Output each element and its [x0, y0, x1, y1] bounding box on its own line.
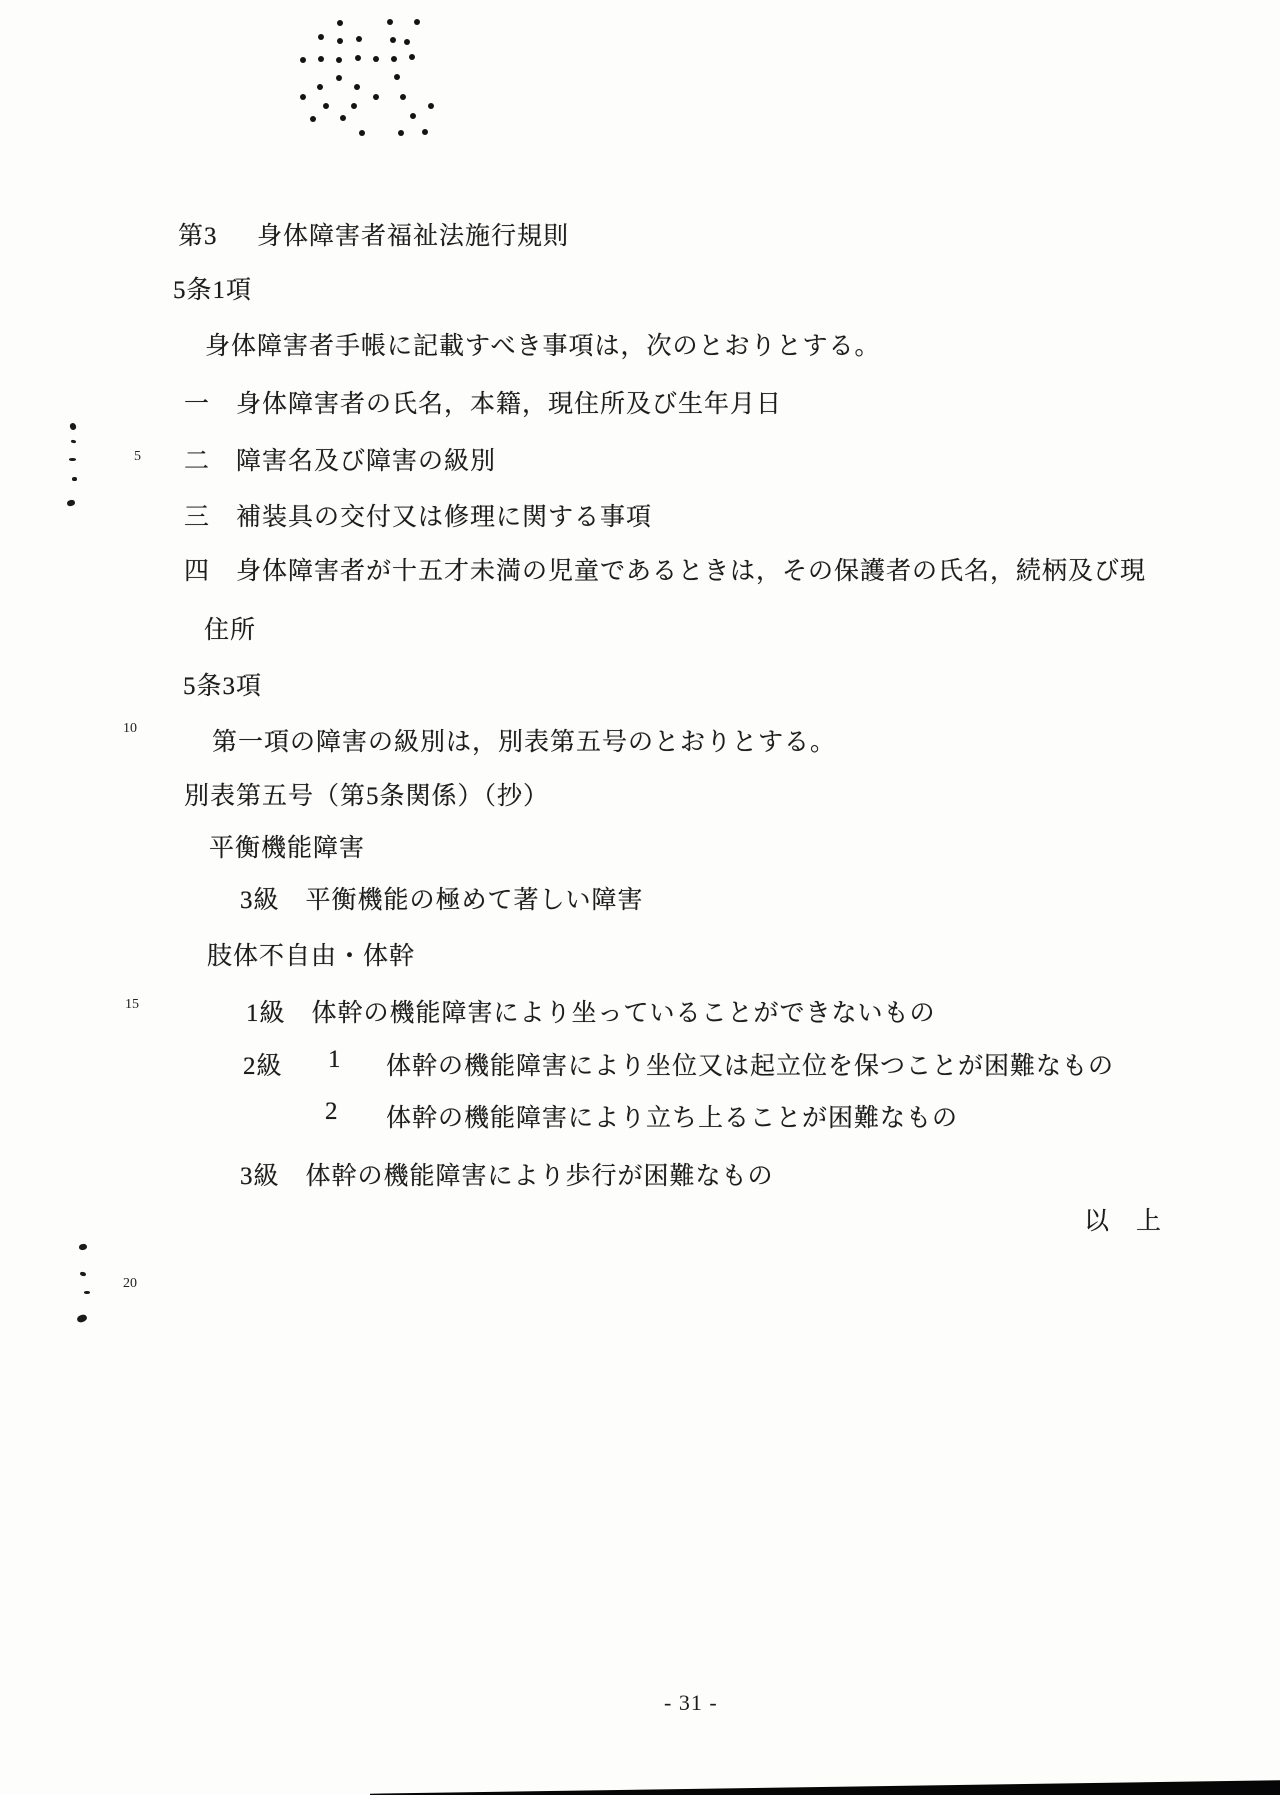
stamp-dot — [336, 57, 342, 63]
stamp-dot — [394, 74, 400, 80]
stamp-dot — [355, 55, 361, 61]
list-item-4-continuation: 住所 — [204, 617, 257, 644]
stamp-dot — [337, 38, 343, 44]
stamp-dot — [410, 113, 416, 119]
closing-label: 以 上 — [1084, 1208, 1163, 1235]
stamp-dot — [373, 94, 379, 100]
stamp-dot — [390, 37, 396, 43]
limb-section-label: 肢体不自由・体幹 — [207, 943, 416, 970]
stamp-dot — [354, 84, 360, 90]
margin-smudge — [80, 1271, 87, 1276]
margin-smudge — [71, 440, 76, 444]
stamp-dot — [310, 116, 316, 122]
scan-edge — [370, 1779, 1280, 1795]
doc-heading-number: 第3 — [178, 223, 218, 250]
limb-grade-2-label: 2級 — [243, 1053, 283, 1080]
stamp-dot — [318, 56, 324, 62]
stamp-dot — [359, 130, 365, 136]
limb-grade-2-item-1-text: 体幹の機能障害により坐位又は起立位を保つことが困難なもの — [386, 1053, 1115, 1080]
margin-line-number-20: 20 — [123, 1276, 137, 1291]
stamp-dot — [351, 103, 357, 109]
margin-smudge — [66, 499, 75, 507]
limb-grade-2-item-2-text: 体幹の機能障害により立ち上ることが困難なもの — [386, 1105, 959, 1132]
balance-section-label: 平衡機能障害 — [209, 835, 366, 862]
stamp-dot — [428, 103, 434, 109]
stamp-dot — [398, 130, 404, 136]
margin-line-number-5: 5 — [134, 449, 141, 464]
limb-grade-3: 3級 体幹の機能障害により歩行が困難なもの — [240, 1163, 774, 1190]
list-item-3: 三 補装具の交付又は修理に関する事項 — [184, 504, 653, 531]
stamp-dot — [400, 94, 406, 100]
list-item-2: 二 障害名及び障害の級別 — [184, 448, 497, 475]
margin-smudge — [79, 1243, 88, 1250]
margin-smudge — [69, 458, 76, 461]
list-item-1: 一 身体障害者の氏名，本籍，現住所及び生年月日 — [184, 391, 783, 418]
limb-grade-1: 1級 体幹の機能障害により坐っていることができないもの — [246, 1000, 936, 1027]
margin-smudge — [72, 477, 77, 481]
balance-grade-3: 3級 平衡機能の極めて著しい障害 — [240, 887, 644, 914]
stamp-dot — [337, 20, 343, 26]
doc-heading-title: 身体障害者福祉法施行規則 — [257, 223, 570, 250]
stamp-dot — [356, 36, 362, 42]
stamp-dot — [387, 19, 393, 25]
page-number: - 31 - — [664, 1690, 718, 1715]
margin-smudge — [84, 1291, 90, 1294]
stamp-dot — [317, 84, 323, 90]
stamp-dot — [373, 56, 379, 62]
article-5-1-intro: 身体障害者手帳に記載すべき事項は，次のとおりとする。 — [205, 333, 881, 360]
article-5-3-text: 第一項の障害の級別は，別表第五号のとおりとする。 — [212, 729, 837, 756]
margin-smudge — [76, 1314, 88, 1324]
margin-line-number-10: 10 — [123, 721, 137, 736]
stamp-dot — [300, 57, 306, 63]
article-5-1-label: 5条1項 — [173, 277, 253, 304]
margin-smudge — [69, 422, 77, 431]
stamp-dot — [409, 54, 415, 60]
stamp-dot — [340, 115, 346, 121]
appendix-heading: 別表第五号（第5条関係）（抄） — [184, 783, 550, 810]
limb-grade-2-item-2-number: 2 — [325, 1098, 339, 1125]
stamp-dot — [414, 19, 420, 25]
stamp-dot — [300, 94, 306, 100]
stamp-dot — [323, 103, 329, 109]
article-5-3-label: 5条3項 — [183, 673, 263, 700]
stamp-dot — [391, 56, 397, 62]
margin-line-number-15: 15 — [125, 997, 139, 1012]
stamp-dot — [318, 34, 324, 40]
stamp-dot — [422, 129, 428, 135]
list-item-4: 四 身体障害者が十五才未満の児童であるときは，その保護者の氏名，続柄及び現 — [184, 558, 1147, 585]
stamp-dot — [336, 75, 342, 81]
stamp-dot — [404, 39, 410, 45]
limb-grade-2-item-1-number: 1 — [328, 1046, 342, 1073]
